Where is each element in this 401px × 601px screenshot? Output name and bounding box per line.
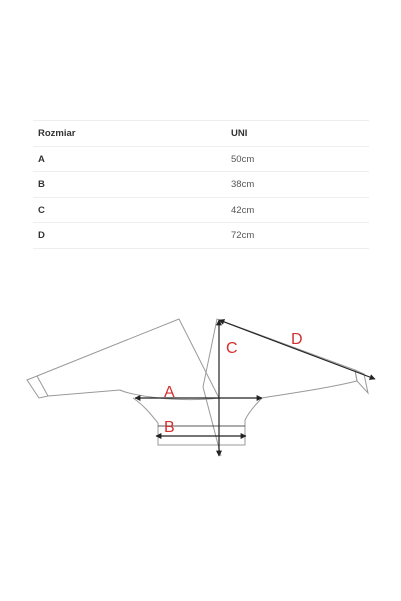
garment-left-outline	[37, 319, 219, 400]
table-row	[33, 198, 369, 224]
measure-d-label: D	[291, 331, 303, 348]
garment-left-cuff	[27, 376, 48, 398]
row-label: D	[38, 230, 45, 241]
row-value: 42cm	[231, 204, 255, 216]
garment-diagram-svg	[0, 300, 401, 480]
measure-a-label: A	[164, 384, 175, 401]
measure-c-label: C	[226, 340, 238, 357]
garment-right-outline	[203, 319, 357, 398]
row-label: B	[38, 179, 45, 190]
garment-hem-outline	[133, 398, 262, 445]
size-table-header	[33, 120, 369, 147]
table-row	[33, 147, 369, 173]
row-value: 38cm	[231, 179, 255, 190]
table-row	[33, 223, 369, 249]
row-value: 50cm	[231, 153, 255, 165]
row-label: A	[38, 153, 45, 165]
garment-measurement-diagram	[0, 300, 401, 480]
header-size-value: UNI	[231, 128, 248, 139]
row-label: C	[38, 204, 45, 216]
size-table	[33, 120, 369, 249]
measure-b-label: B	[164, 419, 175, 436]
measure-d-line	[219, 320, 375, 379]
table-row	[33, 172, 369, 198]
row-value: 72cm	[231, 230, 255, 241]
header-size-label: Rozmiar	[38, 128, 76, 139]
